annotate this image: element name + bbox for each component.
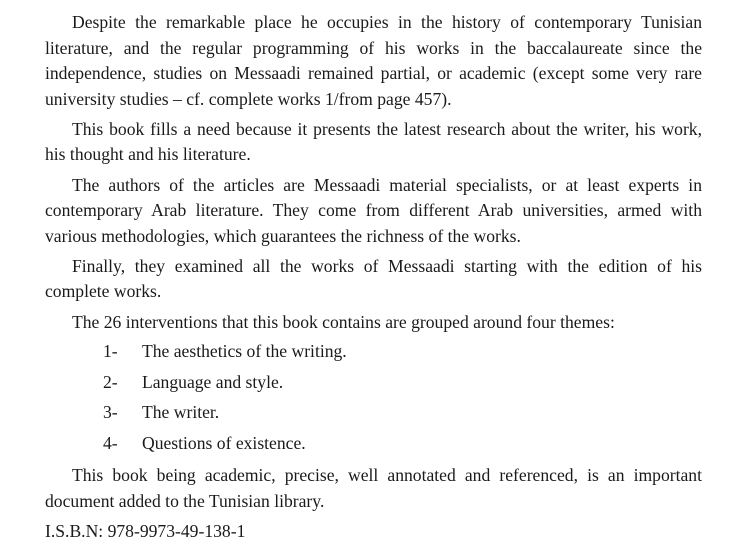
theme-label: The writer. (142, 402, 220, 423)
theme-number: 4- (103, 432, 118, 453)
theme-item (45, 370, 702, 401)
theme-number: 3- (103, 402, 118, 423)
theme-label: Questions of existence. (142, 432, 306, 453)
theme-item (45, 400, 702, 431)
themes-intro: The 26 interventions that this book contains are grouped around four themes: (72, 311, 615, 332)
theme-item (45, 431, 702, 462)
paragraph-intro: Despite the remarkable place he occupies in the history of contemporary Tunisian literature, and the regular programming of his works in the baccalaureate since the independence, studies on Messaadi remained partial, or academic (except some very rare university studies – cf. complete works 1/from page 457). (45, 12, 702, 109)
paragraph-closing: This book being academic, precise, well annotated and referenced, is an important document added to the Tunisian library. (45, 465, 702, 511)
theme-item (45, 339, 702, 370)
themes-list (45, 339, 702, 461)
theme-number: 1- (103, 341, 118, 362)
theme-label: The aesthetics of the writing. (142, 341, 347, 362)
theme-number: 2- (103, 371, 118, 392)
theme-label: Language and style. (142, 371, 284, 392)
isbn-line: I.S.B.N: 978-9973-49-138-1 (45, 521, 246, 542)
paragraph-book-purpose: This book fills a need because it presents the latest research about the writer, his work, his thought and his literature. (45, 118, 702, 165)
paragraph-authors: The authors of the articles are Messaadi material specialists, or at least experts in contemporary Arab literature. They come from different Arab universities, armed with various methodologies, which guarantees the richness of the works. (45, 174, 702, 246)
paragraph-works-examined: Finally, they examined all the works of Messaadi starting with the edition of his complete works. (45, 255, 702, 302)
